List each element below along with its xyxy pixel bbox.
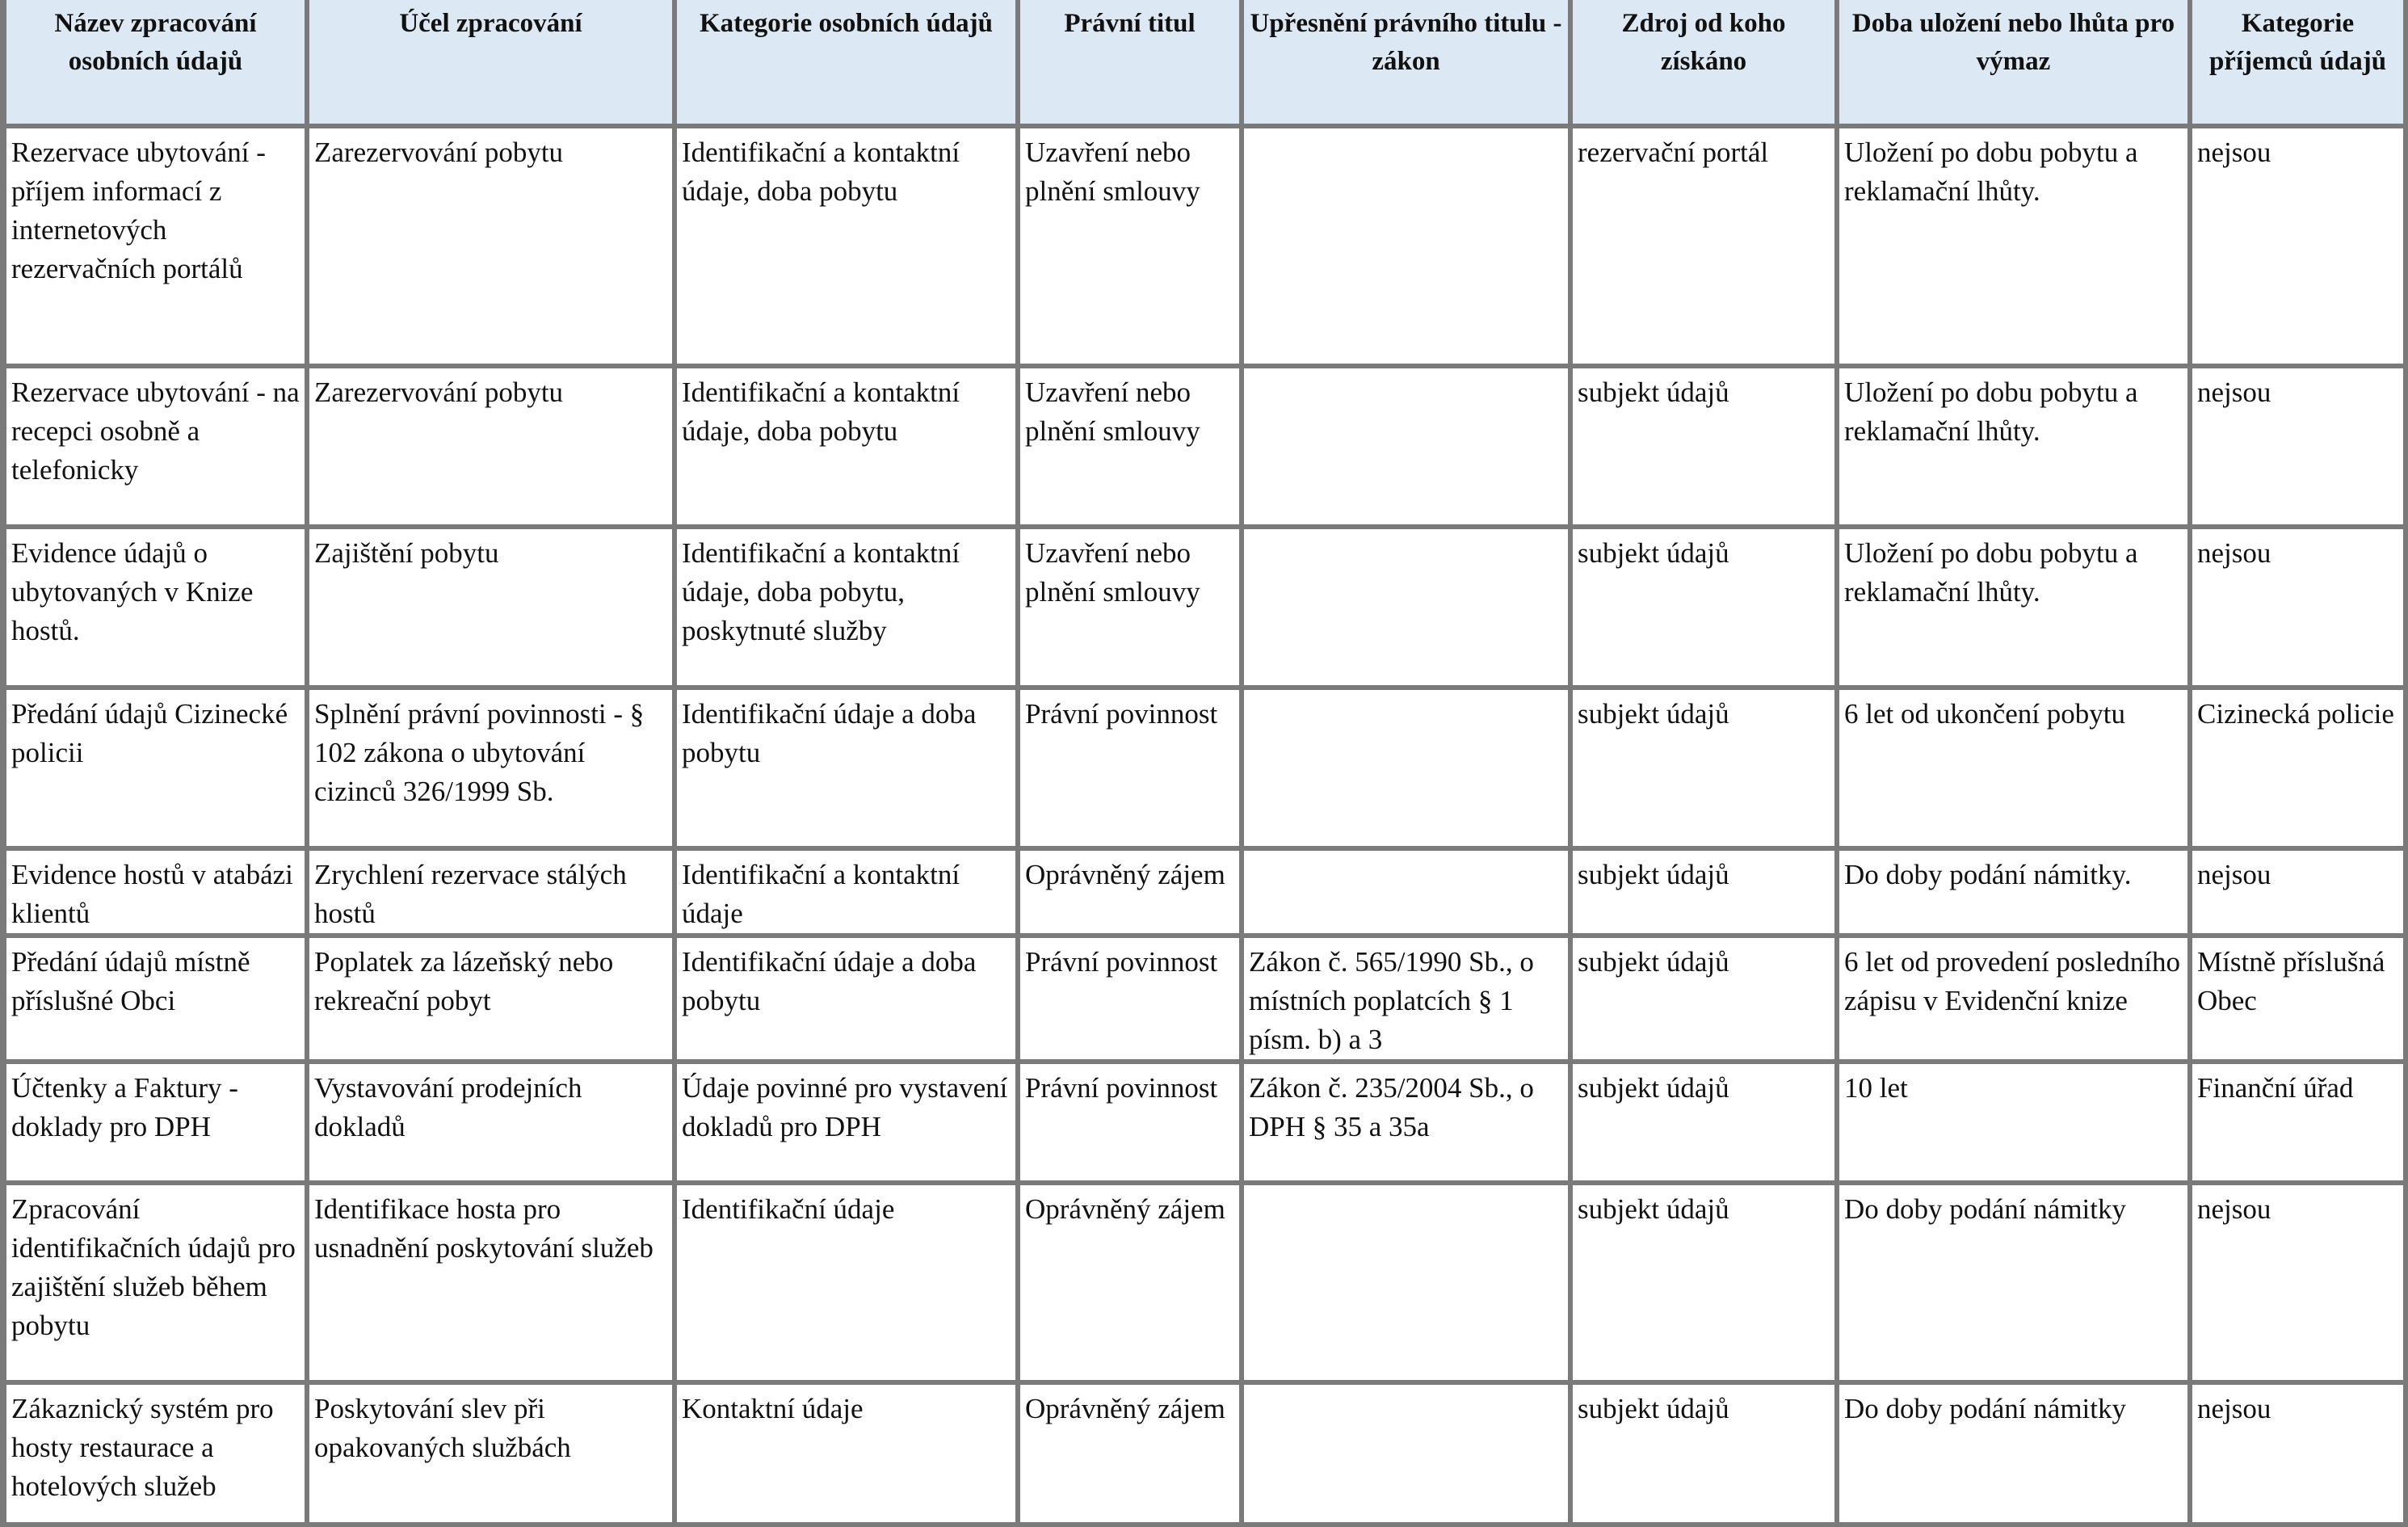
column-header-zakon: Upřesnění právního titulu - zákon <box>1239 0 1568 124</box>
cell-prijemci: nejsou <box>2187 524 2408 685</box>
cell-ucel: Identifikace hosta pro usnadnění poskytování služeb <box>305 1180 672 1380</box>
cell-kategorie: Identifikační údaje <box>672 1180 1015 1380</box>
table-row <box>0 1380 2408 1527</box>
cell-zakon <box>1239 364 1568 524</box>
cell-nazev: Účtenky a Faktury - doklady pro DPH <box>0 1059 305 1180</box>
cell-zdroj: subjekt údajů <box>1568 846 1834 933</box>
cell-doba: Uložení po dobu pobytu a reklamační lhůty. <box>1834 364 2187 524</box>
cell-zdroj: rezervační portál <box>1568 124 1834 364</box>
column-header-prijemci: Kategorie příjemců údajů <box>2187 0 2408 124</box>
cell-zakon <box>1239 846 1568 933</box>
cell-ucel: Zrychlení rezervace stálých hostů <box>305 846 672 933</box>
cell-zdroj: subjekt údajů <box>1568 1059 1834 1180</box>
table-row <box>0 1059 2408 1180</box>
cell-nazev: Předání údajů Cizinecké policii <box>0 685 305 846</box>
cell-doba: Uložení po dobu pobytu a reklamační lhůty. <box>1834 524 2187 685</box>
cell-zakon: Zákon č. 565/1990 Sb., o místních poplatcích § 1 písm. b) a 3 <box>1239 933 1568 1059</box>
cell-titul: Právní povinnost <box>1015 933 1239 1059</box>
cell-ucel: Poskytování slev při opakovaných službách <box>305 1380 672 1527</box>
cell-kategorie: Kontaktní údaje <box>672 1380 1015 1527</box>
table-row <box>0 846 2408 933</box>
cell-doba: 6 let od ukončení pobytu <box>1834 685 2187 846</box>
cell-zdroj: subjekt údajů <box>1568 1380 1834 1527</box>
cell-titul: Oprávněný zájem <box>1015 846 1239 933</box>
cell-titul: Oprávněný zájem <box>1015 1380 1239 1527</box>
cell-titul: Uzavření nebo plnění smlouvy <box>1015 124 1239 364</box>
cell-nazev: Evidence hostů v atabázi klientů <box>0 846 305 933</box>
cell-prijemci: Finanční úřad <box>2187 1059 2408 1180</box>
header-row <box>0 0 2408 124</box>
cell-kategorie: Údaje povinné pro vystavení dokladů pro DPH <box>672 1059 1015 1180</box>
cell-prijemci: nejsou <box>2187 1180 2408 1380</box>
cell-zdroj: subjekt údajů <box>1568 364 1834 524</box>
table-row <box>0 124 2408 364</box>
cell-doba: 10 let <box>1834 1059 2187 1180</box>
cell-zdroj: subjekt údajů <box>1568 685 1834 846</box>
cell-zakon <box>1239 124 1568 364</box>
column-header-ucel: Účel zpracování <box>305 0 672 124</box>
cell-titul: Právní povinnost <box>1015 1059 1239 1180</box>
column-header-titul: Právní titul <box>1015 0 1239 124</box>
cell-prijemci: nejsou <box>2187 1380 2408 1527</box>
cell-doba: Do doby podání námitky. <box>1834 846 2187 933</box>
cell-zdroj: subjekt údajů <box>1568 933 1834 1059</box>
cell-prijemci: Cizinecká policie <box>2187 685 2408 846</box>
cell-nazev: Zpracování identifikačních údajů pro zajištění služeb během pobytu <box>0 1180 305 1380</box>
cell-zdroj: subjekt údajů <box>1568 524 1834 685</box>
table-row <box>0 524 2408 685</box>
cell-nazev: Rezervace ubytování - příjem informací z internetových rezervačních portálů <box>0 124 305 364</box>
column-header-zdroj: Zdroj od koho získáno <box>1568 0 1834 124</box>
cell-titul: Právní povinnost <box>1015 685 1239 846</box>
cell-nazev: Předání údajů místně příslušné Obci <box>0 933 305 1059</box>
cell-ucel: Vystavování prodejních dokladů <box>305 1059 672 1180</box>
cell-nazev: Rezervace ubytování - na recepci osobně a telefonicky <box>0 364 305 524</box>
column-header-doba: Doba uložení nebo lhůta pro výmaz <box>1834 0 2187 124</box>
cell-kategorie: Identifikační údaje a doba pobytu <box>672 685 1015 846</box>
column-header-kategorie: Kategorie osobních údajů <box>672 0 1015 124</box>
cell-doba: Uložení po dobu pobytu a reklamační lhůty. <box>1834 124 2187 364</box>
cell-kategorie: Identifikační a kontaktní údaje <box>672 846 1015 933</box>
cell-prijemci: nejsou <box>2187 364 2408 524</box>
cell-nazev: Evidence údajů o ubytovaných v Knize hostů. <box>0 524 305 685</box>
cell-kategorie: Identifikační a kontaktní údaje, doba pobytu <box>672 364 1015 524</box>
cell-zakon <box>1239 685 1568 846</box>
column-header-nazev: Název zpracování osobních údajů <box>0 0 305 124</box>
cell-zdroj: subjekt údajů <box>1568 1180 1834 1380</box>
cell-ucel: Zarezervování pobytu <box>305 124 672 364</box>
cell-kategorie: Identifikační a kontaktní údaje, doba pobytu <box>672 124 1015 364</box>
cell-doba: Do doby podání námitky <box>1834 1180 2187 1380</box>
cell-ucel: Zajištění pobytu <box>305 524 672 685</box>
cell-titul: Uzavření nebo plnění smlouvy <box>1015 364 1239 524</box>
cell-titul: Uzavření nebo plnění smlouvy <box>1015 524 1239 685</box>
cell-zakon <box>1239 1380 1568 1527</box>
cell-prijemci: nejsou <box>2187 846 2408 933</box>
cell-doba: Do doby podání námitky <box>1834 1380 2187 1527</box>
cell-ucel: Poplatek za lázeňský nebo rekreační pobyt <box>305 933 672 1059</box>
table-row <box>0 933 2408 1059</box>
table-row <box>0 364 2408 524</box>
cell-kategorie: Identifikační údaje a doba pobytu <box>672 933 1015 1059</box>
cell-prijemci: nejsou <box>2187 124 2408 364</box>
cell-zakon: Zákon č. 235/2004 Sb., o DPH § 35 a 35a <box>1239 1059 1568 1180</box>
table-row <box>0 685 2408 846</box>
cell-ucel: Splnění právní povinnosti - § 102 zákona o ubytování cizinců 326/1999 Sb. <box>305 685 672 846</box>
cell-titul: Oprávněný zájem <box>1015 1180 1239 1380</box>
cell-kategorie: Identifikační a kontaktní údaje, doba pobytu, poskytnuté služby <box>672 524 1015 685</box>
table-row <box>0 1180 2408 1380</box>
cell-doba: 6 let od provedení posledního zápisu v Evidenční knize <box>1834 933 2187 1059</box>
cell-ucel: Zarezervování pobytu <box>305 364 672 524</box>
cell-zakon <box>1239 524 1568 685</box>
cell-zakon <box>1239 1180 1568 1380</box>
cell-prijemci: Místně příslušná Obec <box>2187 933 2408 1059</box>
cell-nazev: Zákaznický systém pro hosty restaurace a hotelových služeb <box>0 1380 305 1527</box>
